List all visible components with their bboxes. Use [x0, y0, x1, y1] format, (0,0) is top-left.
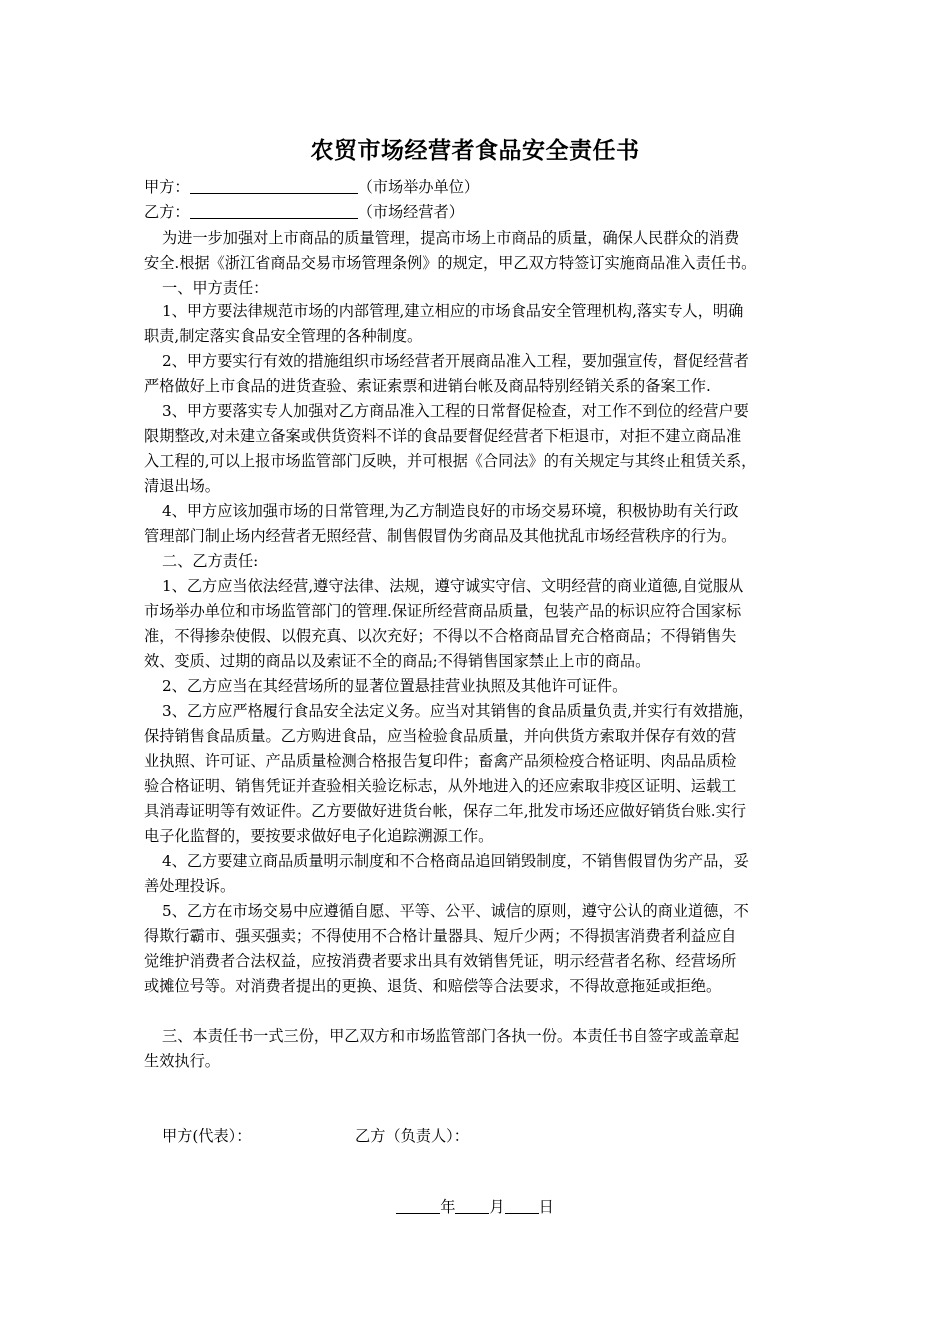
signature-party-a: 甲方(代表）：: [162, 1127, 252, 1145]
body-line: 或摊位号等。对消费者提出的更换、退货、和赔偿等合法要求，不得故意拖延或拒绝。: [144, 977, 722, 995]
body-line: 效、变质、过期的商品以及索证不全的商品;不得销售国家禁止上市的商品。: [144, 652, 651, 670]
body-line: 严格做好上市食品的进货查验、索证索票和进销台帐及商品特别经销关系的备案工作.: [144, 377, 711, 395]
party-a-note: （市场举办单位）: [357, 178, 480, 196]
body-line: 5、乙方在市场交易中应遵循自愿、平等、公平、诚信的原则，遵守公认的商业道德，不: [162, 902, 749, 920]
body-line: 入工程的,可以上报市场监管部门反映，并可根据《合同法》的有关规定与其终止租赁关系，: [144, 452, 757, 470]
section-heading: 一、甲方责任：: [162, 279, 269, 297]
body-line: 具消毒证明等有效证件。乙方要做好进货台帐，保存二年,批发市场还应做好销货台账.实行: [144, 802, 746, 820]
body-line: 生效执行。: [144, 1052, 220, 1070]
body-line: 得欺行霸市、强买强卖；不得使用不合格计量器具、短斤少两；不得损害消费者利益应自: [144, 927, 737, 945]
body-line: 三、本责任书一式三份，甲乙双方和市场监管部门各执一份。本责任书自签字或盖章起: [162, 1027, 740, 1045]
party-b-blank[interactable]: [190, 200, 358, 219]
body-line: 保持销售食品质量。乙方购进食品，应当检验食品质量，并向供货方索取并保存有效的营: [144, 727, 737, 745]
party-a-line: [144, 174, 824, 200]
body-line: 3、甲方要落实专人加强对乙方商品准入工程的日常督促检查，对工作不到位的经营户要: [162, 402, 749, 420]
month-blank[interactable]: [455, 1197, 489, 1214]
body-line: 4、乙方要建立商品质量明示制度和不合格商品追回销毁制度，不销售假冒伪劣产品，妥: [162, 852, 749, 870]
body-line: 安全.根据《浙江省商品交易市场管理条例》的规定，甲乙双方特签订实施商品准入责任书。: [144, 254, 757, 272]
date-month-label: 月: [489, 1198, 505, 1216]
body-line: 清退出场。: [144, 477, 220, 495]
body-line: 验合格证明、销售凭证并查验相关验讫标志，从外地进入的还应索取非疫区证明、运载工: [144, 777, 737, 795]
body-line: 4、甲方应该加强市场的日常管理,为乙方制造良好的市场交易环境，积极协助有关行政: [162, 502, 739, 520]
signature-party-b: 乙方（负责人）：: [355, 1127, 469, 1145]
body-line: 准，不得掺杂使假、以假充真、以次充好；不得以不合格商品冒充合格商品；不得销售失: [144, 627, 737, 645]
year-blank[interactable]: [396, 1197, 440, 1214]
body-line: 职责,制定落实食品安全管理的各种制度。: [144, 327, 423, 345]
body-line: 觉维护消费者合法权益，应按消费者要求出具有效销售凭证，明示经营者名称、经营场所: [144, 952, 737, 970]
document-title: 农贸市场经营者食品安全责任书: [310, 137, 640, 164]
body-line: 1、甲方要法律规范市场的内部管理,建立相应的市场食品安全管理机构,落实专人，明确: [162, 302, 744, 320]
party-b-note: （市场经营者）: [357, 203, 464, 221]
body-line: 2、甲方要实行有效的措施组织市场经营者开展商品准入工程，要加强宣传，督促经营者: [162, 352, 749, 370]
body-line: 市场举办单位和市场监管部门的管理.保证所经营商品质量，包装产品的标识应符合国家标: [144, 602, 742, 620]
party-a-label: 甲方：: [144, 178, 190, 196]
body-line: 为进一步加强对上市商品的质量管理，提高市场上市商品的质量，确保人民群众的消费: [162, 229, 740, 247]
body-line: 1、乙方应当依法经营,遵守法律、法规，遵守诚实守信、文明经营的商业道德,自觉服从: [162, 577, 744, 595]
section-heading: 二、乙方责任:: [162, 552, 259, 570]
date-line: [0, 1196, 950, 1217]
body-line: 限期整改,对未建立备案或供货资料不详的食品要督促经营者下柜退市，对拒不建立商品准: [144, 427, 742, 445]
body-line: 管理部门制止场内经营者无照经营、制售假冒伪劣商品及其他扰乱市场经营秩序的行为。: [144, 527, 737, 545]
body-line: 业执照、许可证、产品质量检测合格报告复印件；畜禽产品须检疫合格证明、肉品品质检: [144, 752, 737, 770]
body-line: 善处理投诉。: [144, 877, 236, 895]
body-line: 电子化监督的，要按要求做好电子化追踪溯源工作。: [144, 827, 494, 845]
party-b-line: [144, 199, 824, 225]
date-day-label: 日: [538, 1198, 554, 1216]
party-b-label: 乙方：: [144, 203, 190, 221]
date-year-label: 年: [440, 1198, 456, 1216]
body-line: 3、乙方应严格履行食品安全法定义务。应当对其销售的食品质量负责,并实行有效措施，: [162, 702, 754, 720]
body-line: 2、乙方应当在其经营场所的显著位置悬挂营业执照及其他许可证件。: [162, 677, 628, 695]
party-a-blank[interactable]: [190, 175, 358, 194]
day-blank[interactable]: [505, 1197, 539, 1214]
